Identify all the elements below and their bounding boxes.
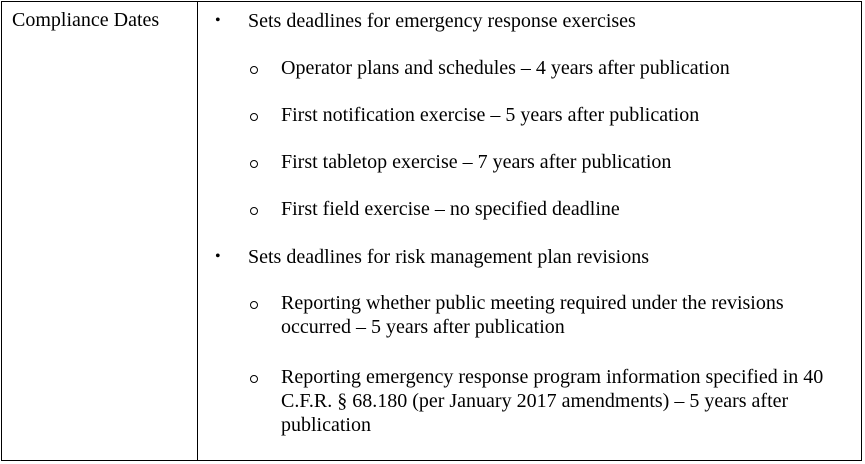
subitem-text: Reporting whether public meeting required under the revisions occurred – 5 years after publication <box>281 292 784 338</box>
subitem-text: First notification exercise – 5 years after publication <box>281 104 700 126</box>
bullet-marker: • <box>215 248 221 265</box>
subitem-text: First tabletop exercise – 7 years after publication <box>281 151 672 173</box>
circle-bullet-icon <box>250 113 258 121</box>
compliance-table <box>1 1 862 461</box>
row-label-cell <box>2 2 198 460</box>
bullet-marker: • <box>215 12 221 29</box>
row-content-cell <box>198 2 861 460</box>
circle-bullet-icon <box>250 301 258 309</box>
circle-bullet-icon <box>250 207 258 215</box>
circle-bullet-icon <box>250 375 258 383</box>
subitem-text: Operator plans and schedules – 4 years after publication <box>281 57 730 79</box>
subitem-text: First field exercise – no specified deadline <box>281 198 620 220</box>
row-label: Compliance Dates <box>12 9 160 31</box>
subitem-text: Reporting emergency response program information specified in 40 C.F.R. § 68.180 (per January 2017 amendments) – 5 years after publication <box>281 366 824 436</box>
circle-bullet-icon <box>250 66 258 74</box>
bullet-text: Sets deadlines for risk management plan revisions <box>248 246 650 268</box>
bullet-text: Sets deadlines for emergency response exercises <box>248 10 636 32</box>
circle-bullet-icon <box>250 160 258 168</box>
